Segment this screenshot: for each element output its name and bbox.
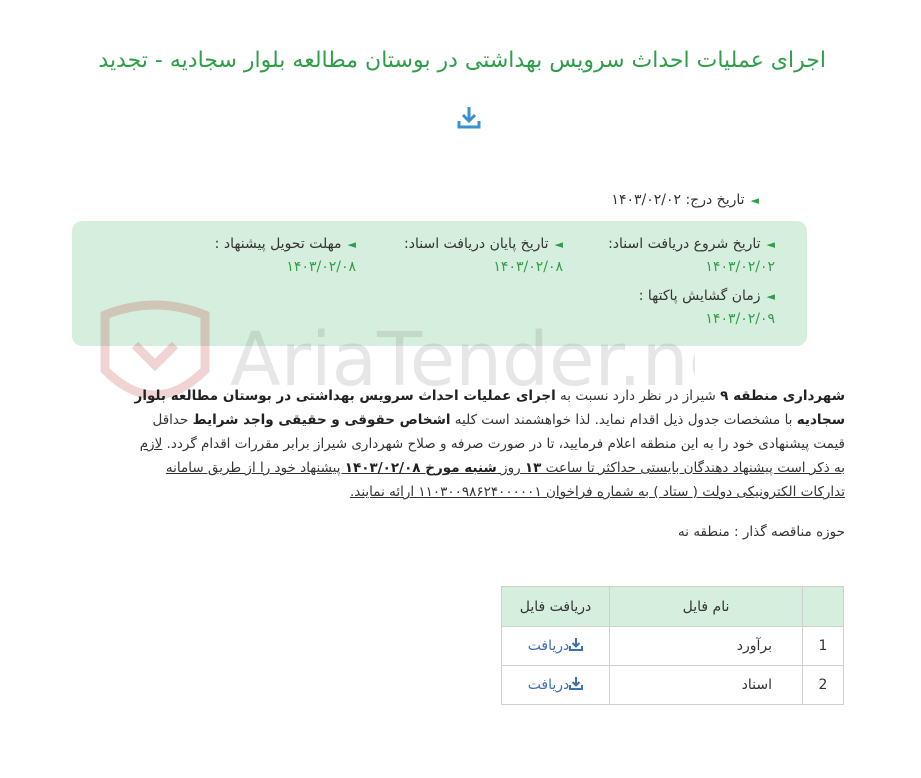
download-icon — [569, 637, 583, 655]
tender-description: شهرداری منطقه ۹ شیراز در نظر دارد نسبت به اجرای عملیات احداث سرویس بهداشتی در بوستان مطالعه بلوار سجادیه با مشخصات جدول ذیل اقدام نماید. لذا خواهشمند است کلیه اشخاص حقوقی و حقیقی واجد شرایط حداقل قیمت پیشنهادی خود را به این منطقه اعلام فرمایید، تا در صورت صرفه و صلاح شهرداری شیراز برابر مقررات اقدام گردد. لازم به ذکر است پیشنهاد دهندگان بایستی حداکثر تا ساعت ۱۳ روز شنبه مورخ ۱۴۰۳/۰۲/۰۸ پیشنهاد خود را از طریق سامانه تدارکات الکترونیکی دولت ( ستاد ) به شماره فراخوان ۱۱۰۳۰۰۹۸۶۲۴۰۰۰۰۰۱ ارائه نمایند. — [134, 388, 845, 500]
triangle-icon: ◄ — [766, 290, 775, 303]
offer-deadline: ◄مهلت تحویل پیشنهاد : ۱۴۰۳/۰۲/۰۸ — [214, 236, 356, 275]
triangle-icon: ◄ — [554, 238, 563, 251]
doc-start-date: ◄تاریخ شروع دریافت اسناد: ۱۴۰۳/۰۲/۰۲ — [608, 236, 775, 275]
files-table — [501, 586, 844, 705]
download-icon[interactable] — [456, 104, 482, 130]
table-row: 2 اسناد دریافت — [502, 666, 844, 705]
watermark-text: AriaTender.n — [230, 317, 689, 403]
download-icon — [569, 676, 583, 694]
download-link[interactable]: دریافت — [528, 677, 584, 693]
dates-box — [72, 221, 807, 346]
organizer: حوزه مناقصه گذار : منطقه نه — [678, 524, 845, 540]
table-row: 1 برآورد دریافت — [502, 627, 844, 666]
triangle-icon: ◄ — [766, 238, 775, 251]
triangle-icon: ◄ — [750, 194, 759, 207]
download-link[interactable]: دریافت — [528, 638, 584, 654]
doc-end-date: ◄تاریخ پایان دریافت اسناد: ۱۴۰۳/۰۲/۰۸ — [404, 236, 563, 275]
post-date: ◄تاریخ درج: ۱۴۰۳/۰۲/۰۲ — [611, 192, 759, 208]
table-header: نام فایل دریافت فایل — [502, 587, 844, 627]
opening-time: ◄زمان گشایش پاکتها : ۱۴۰۳/۰۲/۰۹ — [638, 288, 775, 327]
triangle-icon: ◄ — [347, 238, 356, 251]
page-title: اجرای عملیات احداث سرویس بهداشتی در بوستان مطالعه بلوار سجادیه - تجدید — [98, 48, 826, 73]
